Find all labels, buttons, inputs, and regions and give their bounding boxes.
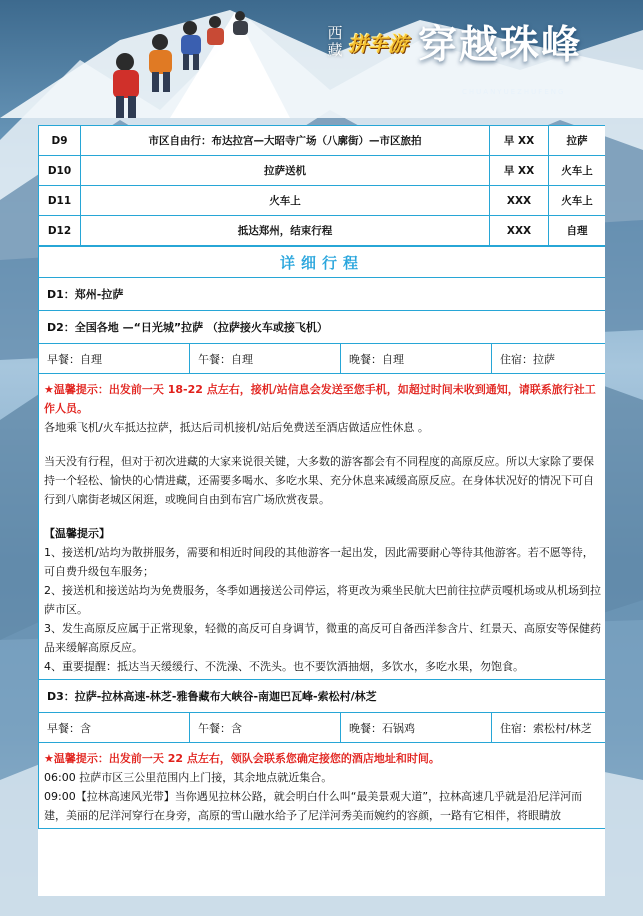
warning-text: ★温馨提示：出发前一天 22 点左右，领队会联系您确定接您的酒店地址和时间。 bbox=[44, 752, 440, 765]
lunch: 午餐：含 bbox=[190, 713, 341, 743]
brand-logo-text: 拼车游 bbox=[348, 31, 408, 56]
schedule-stay: 拉萨 bbox=[549, 126, 606, 156]
schedule-route: 抵达郑州，结束行程 bbox=[81, 216, 490, 246]
schedule-route: 市区自由行：布达拉宫—大昭寺广场（八廓街）—市区旅拍 bbox=[81, 126, 490, 156]
schedule-route: 拉萨送机 bbox=[81, 156, 490, 186]
breakfast: 早餐：含 bbox=[39, 713, 190, 743]
day-3-meals bbox=[39, 713, 606, 743]
brand-region-text: 西藏 bbox=[327, 24, 343, 59]
dinner: 晚餐：自理 bbox=[341, 344, 492, 374]
lodging: 住宿：拉萨 bbox=[492, 344, 606, 374]
lodging: 住宿：索松村/林芝 bbox=[492, 713, 606, 743]
table-row bbox=[39, 126, 606, 156]
lunch: 午餐：自理 bbox=[190, 344, 341, 374]
schedule-day: D9 bbox=[39, 126, 81, 156]
day-2-title: D2：全国各地 —“日光城”拉萨 （拉萨接火车或接飞机） bbox=[39, 311, 606, 344]
tip-item: 4、重要提醒：抵达当天缓缓行、不洗澡、不洗头。也不要饮酒抽烟，多饮水，多吃水果，勿饱食。 bbox=[44, 660, 524, 673]
table-row bbox=[39, 186, 606, 216]
brand-pinyin: CHUANYUEZHUFENG bbox=[462, 88, 566, 96]
itinerary-document bbox=[38, 125, 605, 896]
schedule-meals: XXX bbox=[490, 216, 549, 246]
dinner: 晚餐：石锅鸡 bbox=[341, 713, 492, 743]
page-title: 穿越珠峰 bbox=[418, 23, 583, 68]
table-row bbox=[39, 216, 606, 246]
schedule-stay: 火车上 bbox=[549, 186, 606, 216]
breakfast: 早餐：自理 bbox=[39, 344, 190, 374]
tips-title: 【温馨提示】 bbox=[44, 527, 110, 540]
paragraph: 09:00【拉林高速风光带】当你遇见拉林公路，就会明白什么叫“最美景观大道”，拉林高速几乎就是沿尼洋河而建，美丽的尼洋河穿行在身旁，高原的雪山融水给予了尼洋河秀美而婉约的容颜，一路有它相伴，将眼睛放 bbox=[44, 790, 583, 822]
day-2-meals bbox=[39, 344, 606, 374]
day-2-details bbox=[39, 374, 606, 680]
schedule-table bbox=[38, 125, 605, 246]
schedule-meals: 早 XX bbox=[490, 126, 549, 156]
schedule-stay: 自理 bbox=[549, 216, 606, 246]
schedule-route: 火车上 bbox=[81, 186, 490, 216]
tip-item: 1、接送机/站均为散拼服务，需要和相近时间段的其他游客一起出发，因此需要耐心等待其他游客。若不愿等待，可自费升级包车服务； bbox=[44, 546, 594, 578]
tip-item: 3、发生高原反应属于正常现象，轻微的高反可自身调节，微重的高反可自备西洋参含片、红景天、高原安等保健药品来缓解高原反应。 bbox=[44, 622, 601, 654]
schedule-day: D10 bbox=[39, 156, 81, 186]
day-3-details bbox=[39, 743, 606, 829]
day-3-title: D3：拉萨-拉林高速-林芝-雅鲁藏布大峡谷-南迦巴瓦峰-索松村/林芝 bbox=[39, 680, 606, 713]
schedule-meals: 早 XX bbox=[490, 156, 549, 186]
header-banner bbox=[0, 0, 643, 118]
schedule-day: D12 bbox=[39, 216, 81, 246]
section-title: 详细行程 bbox=[39, 247, 606, 278]
paragraph: 06:00 拉萨市区三公里范围内上门接，其余地点就近集合。 bbox=[44, 771, 333, 784]
table-row bbox=[39, 156, 606, 186]
paragraph: 当天没有行程，但对于初次进藏的大家来说很关键，大多数的游客都会有不同程度的高原反应。所以大家除了要保持一个轻松、愉快的心情进藏，还需要多喝水、多吃水果、充分休息来减缓高原反应。在身体状况好的情况下可自行到八廓街老城区闲逛，或晚间自由到布宫广场欣赏夜景。 bbox=[44, 455, 594, 506]
tip-item: 2、接送机和接送站均为免费服务，冬季如遇接送公司停运，将更改为乘坐民航大巴前往拉萨贡嘎机场或从机场到拉萨市区。 bbox=[44, 584, 601, 616]
detail-table bbox=[38, 246, 605, 829]
day-1-title: D1：郑州-拉萨 bbox=[39, 278, 606, 311]
schedule-meals: XXX bbox=[490, 186, 549, 216]
paragraph: 各地乘飞机/火车抵达拉萨，抵达后司机接机/站后免费送至酒店做适应性休息 。 bbox=[44, 421, 429, 434]
schedule-day: D11 bbox=[39, 186, 81, 216]
warning-text: ★温馨提示：出发前一天 18-22 点左右，接机/站信息会发送至您手机，如超过时间未收到通知，请联系旅行社工作人员。 bbox=[44, 383, 596, 415]
schedule-stay: 火车上 bbox=[549, 156, 606, 186]
